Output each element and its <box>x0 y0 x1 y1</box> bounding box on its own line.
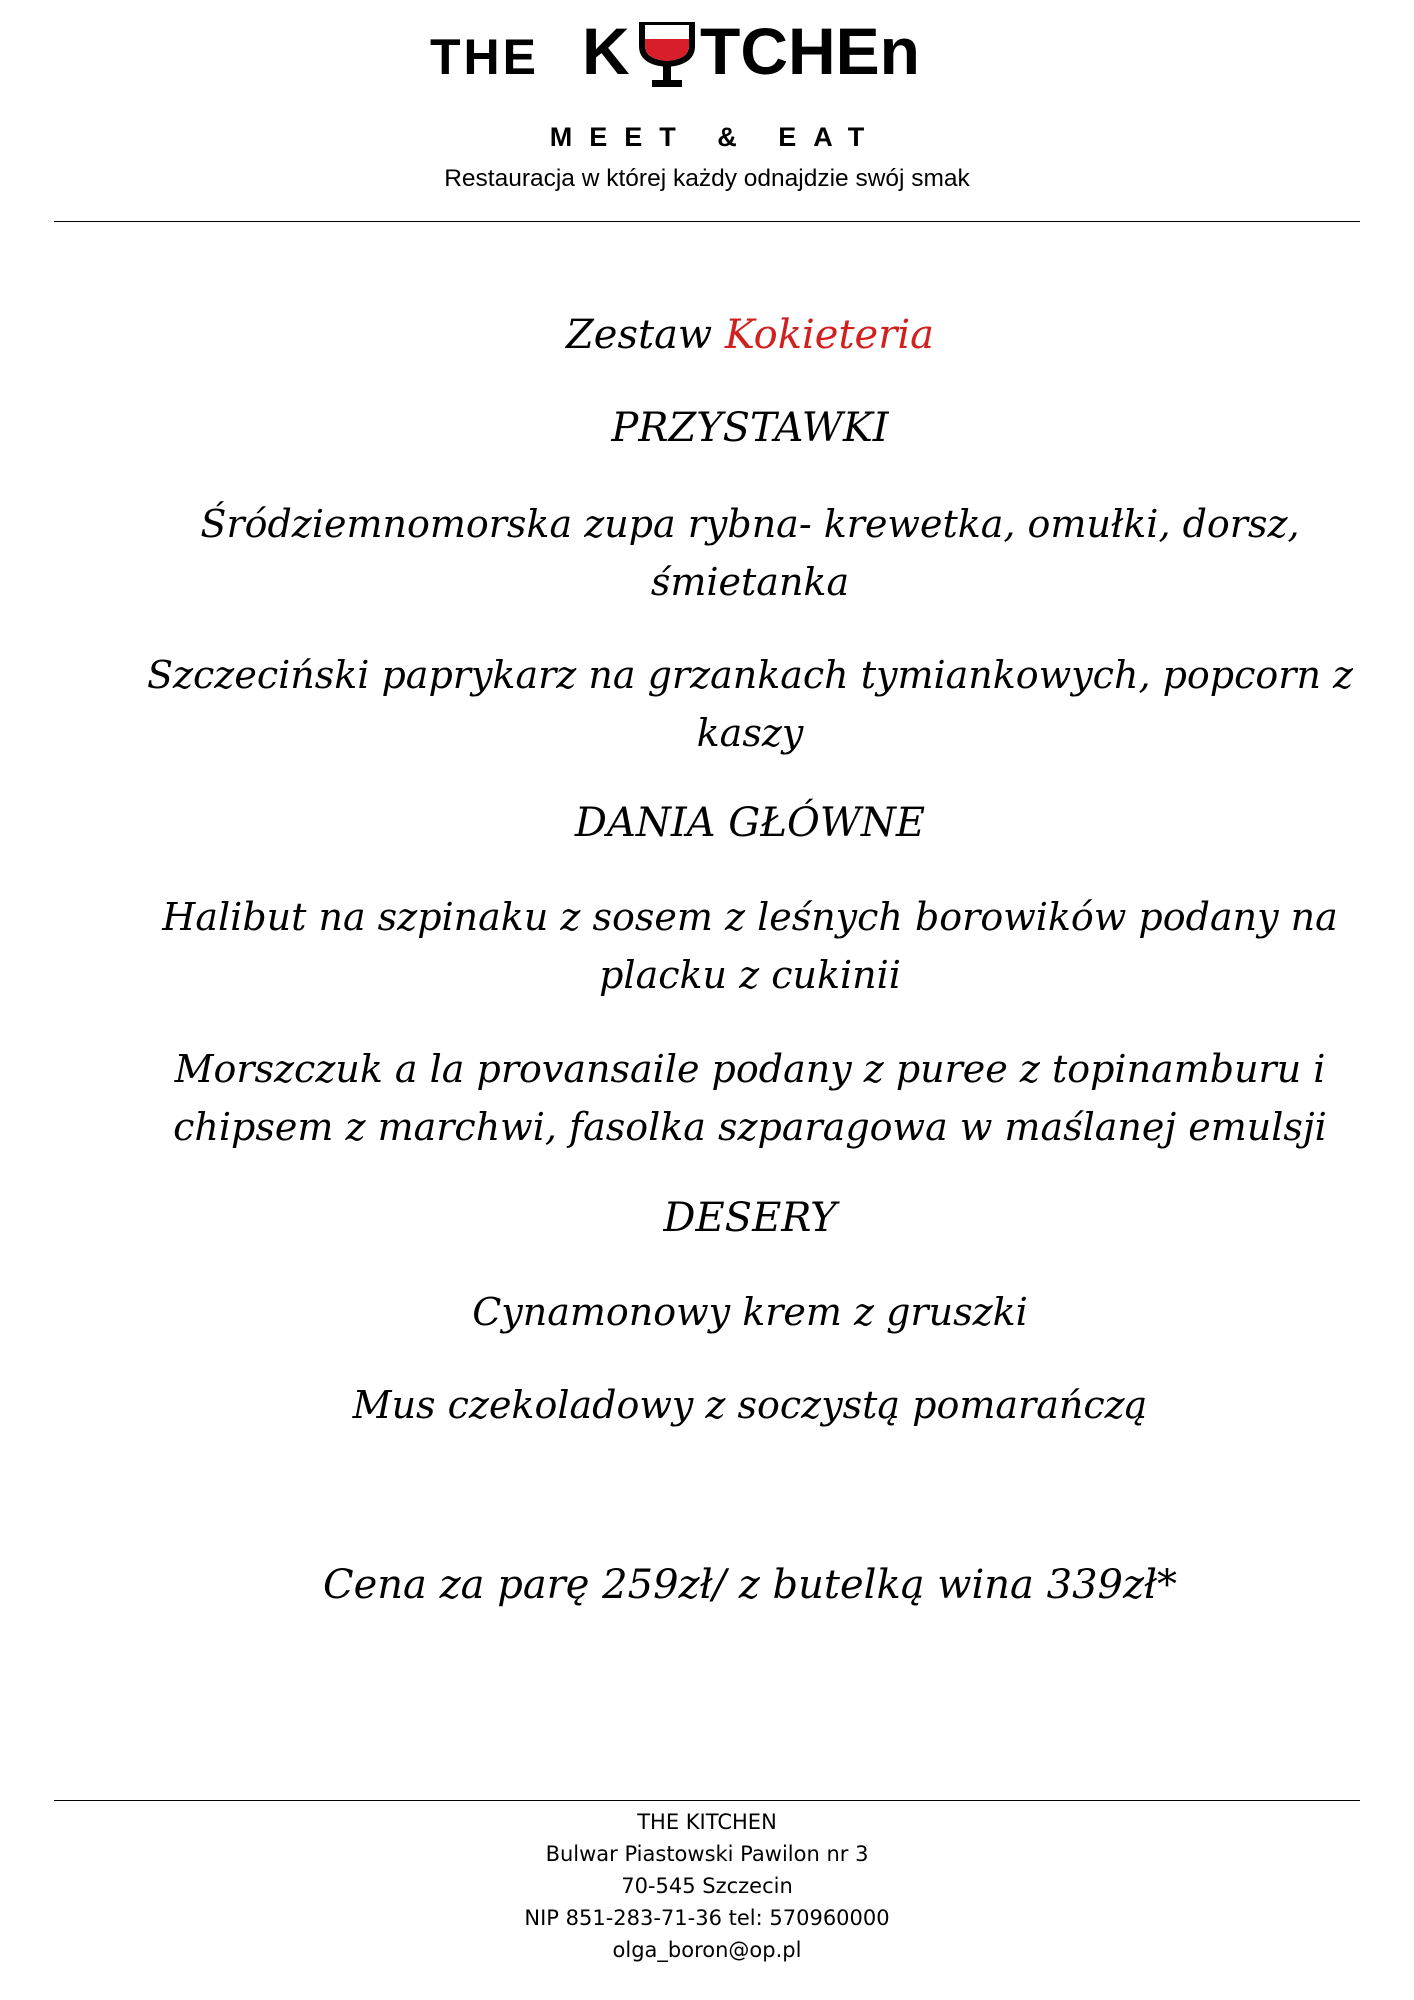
set-title <box>130 312 1370 358</box>
top-divider <box>54 221 1360 222</box>
footer-address: Bulwar Piastowski Pawilon nr 3 <box>545 1842 869 1866</box>
dish-pear-cream: Cynamonowy krem z gruszki <box>472 1290 1028 1334</box>
logo-k: K <box>582 22 630 88</box>
footer-nip-tel: NIP 851-283-71-36 tel: 570960000 <box>524 1906 890 1930</box>
footer <box>0 1806 1414 1966</box>
set-name: Kokieteria <box>724 312 934 358</box>
dish-hake: Morszczuk a la provansaile podany z puree z topinamburu i chipsem z marchwi, fasolka szparagowa w maślanej emulsji <box>173 1047 1327 1149</box>
footer-city: 70-545 Szczecin <box>621 1874 793 1898</box>
the-kitchen-logo <box>430 22 1010 122</box>
set-prefix: Zestaw <box>566 312 713 358</box>
dish-paprykarz: Szczeciński paprykarz na grzankach tymiankowych, popcorn z kaszy <box>146 653 1354 755</box>
subtitle: Restauracja w której każdy odnajdzie swój smak <box>444 165 970 192</box>
footer-email[interactable]: olga_boron@op.pl <box>612 1938 802 1962</box>
logo-prefix: THE <box>430 29 539 85</box>
logo-rest: TCHEn <box>700 22 920 88</box>
footer-name: THE KITCHEN <box>637 1810 777 1834</box>
dish-chocolate-mousse: Mus czekoladowy z soczystą pomarańczą <box>352 1383 1148 1427</box>
tagline: MEET & EAT <box>549 122 882 152</box>
section-title-desserts: DESERY <box>663 1195 837 1241</box>
price-line: Cena za parę 259zł/ z butelką wina 339zł* <box>322 1562 1178 1608</box>
wine-glass-icon <box>642 22 692 87</box>
dish-halibut: Halibut na szpinaku z sosem z leśnych borowików podany na placku z cukinii <box>162 895 1338 997</box>
bottom-divider <box>54 1800 1360 1801</box>
section-title-starters: PRZYSTAWKI <box>611 405 889 451</box>
dish-fish-soup: Śródziemnomorska zupa rybna- krewetka, omułki, dorsz, śmietanka <box>200 502 1300 604</box>
section-title-mains: DANIA GŁÓWNE <box>574 800 926 846</box>
